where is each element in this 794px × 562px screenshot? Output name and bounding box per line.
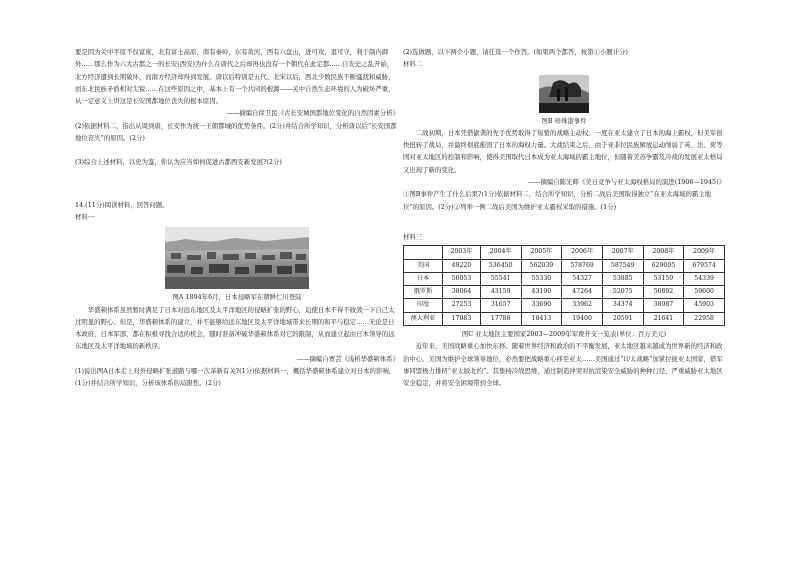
table-cell: 43159 bbox=[480, 286, 521, 299]
left-column bbox=[75, 46, 399, 390]
material-paragraph: 华盛顿体系虽然暂时满足了日本对远东地区及太平洋地区的侵略扩张的野心，迫使日本不得不收敛一下自己太过明显的野心。但是，华盛顿体系的建立，并不能够给远东地区及太平洋地域带来长期的和平与稳定……无论是日本政府，日本军部，都在积极寻找合适的机会，随时准备冲破华盛顿体系对它的限制，从而建立起由日本领导的远东地区及太平洋地域的新秩序。 bbox=[75, 305, 395, 351]
question-14-heading: 14.(11分)阅读材料，回答问题。 bbox=[75, 200, 169, 209]
table-cell: 52075 bbox=[602, 286, 643, 299]
table-cell: 2007年 bbox=[602, 246, 643, 259]
row-label-cell: 印度 bbox=[404, 299, 443, 312]
table-header-row bbox=[404, 246, 725, 259]
table-cell: 33962 bbox=[562, 299, 603, 312]
table-cell: 536450 bbox=[480, 259, 521, 272]
military-spending-table bbox=[403, 245, 725, 326]
table-cell: 2004年 bbox=[480, 246, 521, 259]
table-cell: 45903 bbox=[684, 299, 725, 312]
material-1-label: 材料一 bbox=[75, 212, 95, 221]
row-label-cell: 日本 bbox=[404, 272, 443, 285]
row-label-cell: 美国 bbox=[404, 259, 443, 272]
table-row bbox=[404, 286, 725, 299]
material-paragraph: 二战初期，日本凭借偷袭的先手优势取得了短暂的战略主动权。一度在亚太建立了日本的海上霸权，但美军很快扭转了战局，并最终彻底摧毁了日本的海权力量。大战结束之后，由于亚非拉民族解放运动削弱了英、法、荷等国对亚太地区的控制和影响，使得美国取代日本成为亚太海域的霸主地位，但随着美苏争霸及冷战的发展亚太格局又出现了新的变化。 bbox=[403, 128, 723, 174]
right-column bbox=[403, 46, 725, 390]
table-cell: 55541 bbox=[480, 272, 521, 285]
table-cell: 22958 bbox=[684, 312, 725, 325]
table-cell: 2009年 bbox=[684, 246, 725, 259]
table-row bbox=[404, 259, 725, 272]
row-label-cell: 澳大利亚 bbox=[404, 312, 443, 325]
table-cell: 54327 bbox=[562, 272, 603, 285]
material-paragraph: 近年来，美国战略重心加快东移。随着世界经济和政治的不平衡发展，亚太地区越来越成为世界新的经济和政治中心。美国为维护全球领导地位，必然要把战略重心移至亚太……美国通过“印太战略”加紧拉拢亚太国家，借军事同盟极力排挤“亚太版北约”。其集持冷战思维、通过制造冲突对抗渲染安全威胁的种种行径，严重威胁亚太地区安全稳定，并将安全困境带到全球。 bbox=[403, 342, 723, 388]
table-cell: 56892 bbox=[643, 286, 684, 299]
table-cell: 2008年 bbox=[643, 246, 684, 259]
table-cell: 20591 bbox=[602, 312, 643, 325]
table-cell: 59600 bbox=[684, 286, 725, 299]
source-citation: ——摘编自陈光辉《美日竞争与亚太海权格局的演进(1906—1945)》 bbox=[527, 178, 725, 187]
question-2-selection: (2)选做题，以下两个小题，请任选一个作答。(如果两个都答，按第①小题计分) bbox=[403, 48, 628, 56]
table-cell: 21641 bbox=[643, 312, 684, 325]
table-cell: 27253 bbox=[443, 299, 481, 312]
table-row bbox=[404, 272, 725, 285]
table-cell: 38987 bbox=[643, 299, 684, 312]
table-cell: 587549 bbox=[602, 259, 643, 272]
table-cell: 2003年 bbox=[443, 246, 481, 259]
table-cell: 18413 bbox=[521, 312, 562, 325]
material-paragraph: 要是因为关中平原不仅富庶，北有富士高原，南有秦岭，东有黄河，西有六盘山，进可攻，退可守，利于制内御外……那么作为六大古都之一的长安(西安)为什么在唐代之后却再也没有一个朝代在此定都……自安史之乱开始，北方经济遭到长期破坏，而南方经济却得到发展。唐以后特别是五代、北宋以后，西北少数民族不断骚扰和威胁，而东北民族矛盾相对尖锐……在这些原因之中，基本上有一个共同的根源——关中自然生态环境的人为破坏严重，从一定意义上讲这是长安国都地位丧失的根本原因。 bbox=[75, 48, 395, 106]
table-cell: 54339 bbox=[684, 272, 725, 285]
table-row bbox=[404, 299, 725, 312]
row-label-cell: 俄罗斯 bbox=[404, 286, 443, 299]
table-cell: 2005年 bbox=[521, 246, 562, 259]
question-2-subitems: ①图B事件产生了什么后果?(1分)依据材料二，结合所学知识，分析二战后美国取得独立“在亚太海域的霸主地位”的原因。(2分)②列举一例二战后美国为维护亚太霸权采取的措施。(1分) bbox=[403, 190, 712, 211]
table-row bbox=[404, 312, 725, 325]
table-cell: 2006年 bbox=[562, 246, 603, 259]
table-cell: 19400 bbox=[562, 312, 603, 325]
landing-scene-image bbox=[165, 227, 309, 289]
table-cell: 17788 bbox=[480, 312, 521, 325]
table-cell: 578769 bbox=[562, 259, 603, 272]
figure-b-photo bbox=[539, 75, 589, 113]
table-cell: 31657 bbox=[480, 299, 521, 312]
table-cell: 53885 bbox=[602, 272, 643, 285]
table-cell: 55330 bbox=[521, 272, 562, 285]
material-2-label: 材料二 bbox=[403, 60, 423, 69]
table-cell: 43190 bbox=[521, 286, 562, 299]
table-cell: 53159 bbox=[643, 272, 684, 285]
source-citation: ——摘编自贾芸《浅析华盛顿体系》 bbox=[296, 354, 399, 363]
table-cell: 17083 bbox=[443, 312, 481, 325]
material-3-label: 材料三 bbox=[403, 232, 423, 241]
figure-a-caption: 图A 1894年6月，日本侵略军在朝鲜仁川登陆 bbox=[172, 293, 302, 302]
figure-b-caption: 图B 珍珠港事件 bbox=[541, 116, 587, 125]
table-cell: 679574 bbox=[684, 259, 725, 272]
table-cell: 33690 bbox=[521, 299, 562, 312]
figure-c-caption: 图C 亚太地区主要国家2003—2009年军费开支一览表(单位：百万美元) bbox=[461, 330, 667, 339]
question-3: (3)综合上述材料，以史为鉴，你认为应当如何促进古都西安新发展?(2分) bbox=[75, 158, 282, 167]
table-cell: 562039 bbox=[521, 259, 562, 272]
figure-a-photo bbox=[165, 227, 309, 289]
row-label-cell bbox=[404, 246, 443, 259]
table-cell: 38064 bbox=[443, 286, 481, 299]
pearl-harbor-image bbox=[539, 75, 589, 113]
table-cell: 56053 bbox=[443, 272, 481, 285]
table-cell: 49220 bbox=[443, 259, 481, 272]
source-citation: ——摘编自徐卫民《古长安城国都地位变化的自然因素分析》 bbox=[226, 109, 399, 118]
question-1: (1)说出图A日本走上对外侵略扩张道路与哪一次革新有关?(1分)依据材料一，概括华盛顿体系建立对日本的影响，(1分)并结合所学知识，分析该体系的局限性。(2分) bbox=[75, 367, 396, 388]
question-2: (2)依据材料二，指出从周到唐，长安作为统一王朝都城的优势条件。(2分)并结合所学知识，分析唐以后“长安国都地位丧失”的原因。(2分) bbox=[75, 121, 397, 143]
table-cell: 34374 bbox=[602, 299, 643, 312]
table-cell: 47264 bbox=[562, 286, 603, 299]
table-cell: 629095 bbox=[643, 259, 684, 272]
